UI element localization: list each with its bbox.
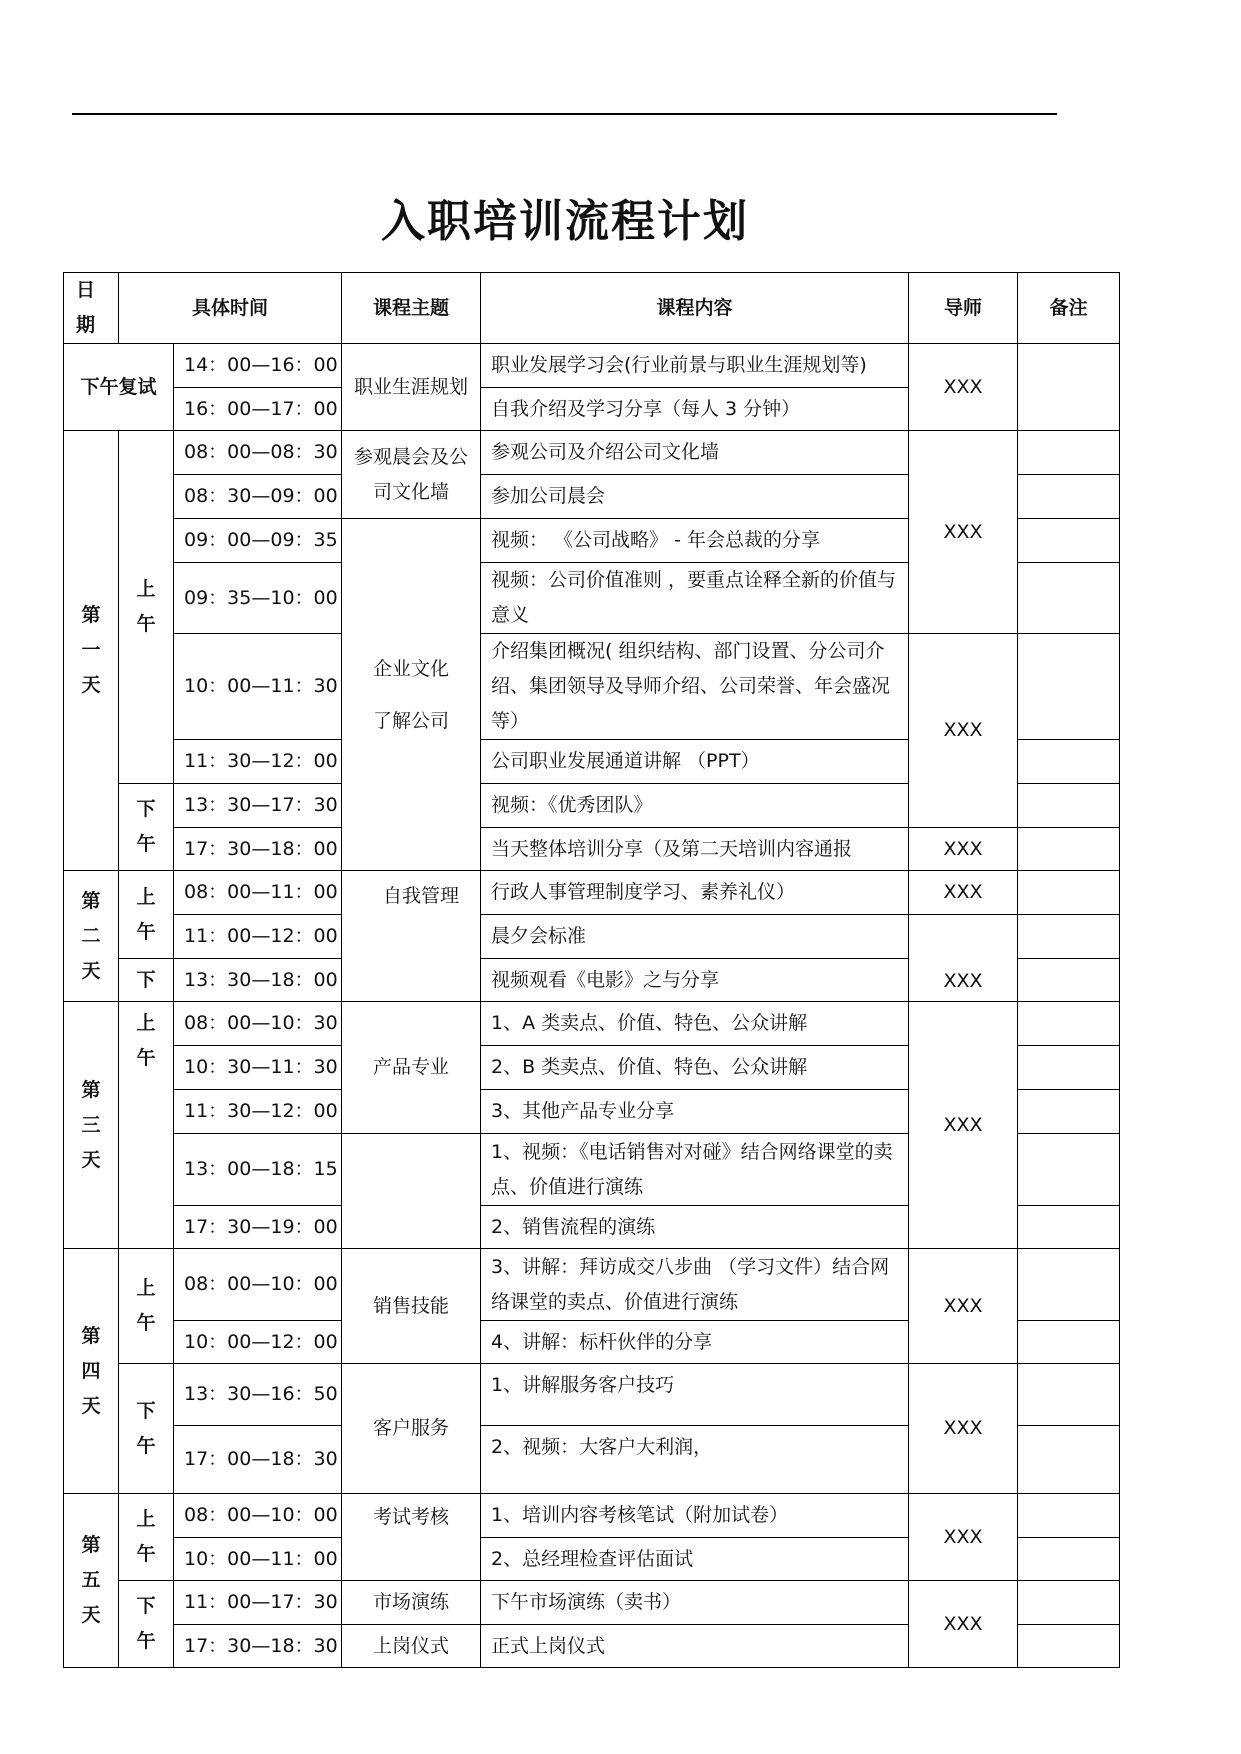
time-cell: 09：00—09：35 bbox=[174, 519, 342, 563]
time-cell: 17：30—18：00 bbox=[174, 828, 342, 871]
time-cell: 11：30—12：00 bbox=[174, 740, 342, 784]
topic-cell: 产品专业 bbox=[342, 1002, 481, 1134]
content-cell: 1、培训内容考核笔试（附加试卷） bbox=[481, 1494, 909, 1538]
document-title: 入职培训流程计划 bbox=[381, 196, 749, 247]
time-cell: 11：00—12：00 bbox=[174, 915, 342, 959]
time-cell: 10：30—11：30 bbox=[174, 1046, 342, 1090]
topic-cell: 市场演练 bbox=[342, 1581, 481, 1625]
time-cell: 10：00—11：00 bbox=[174, 1538, 342, 1581]
note-cell bbox=[1018, 1206, 1120, 1249]
time-cell: 13：30—18：00 bbox=[174, 959, 342, 1002]
note-cell bbox=[1018, 344, 1120, 431]
note-cell bbox=[1018, 1538, 1120, 1581]
afternoon-label: 下 午 bbox=[119, 1581, 174, 1668]
content-cell: 2、视频：大客户大利润， bbox=[481, 1426, 909, 1494]
note-cell bbox=[1018, 475, 1120, 519]
review-label: 下午复试 bbox=[64, 344, 174, 431]
header-row bbox=[64, 273, 1120, 344]
afternoon-label: 下 bbox=[119, 959, 174, 1002]
time-cell: 08：00—08：30 bbox=[174, 431, 342, 475]
mentor-cell: XXX bbox=[909, 431, 1018, 634]
topic-cell bbox=[342, 1134, 481, 1249]
time-cell: 08：00—10：00 bbox=[174, 1249, 342, 1321]
header-time: 具体时间 bbox=[119, 273, 342, 344]
header-content: 课程内容 bbox=[481, 273, 909, 344]
table-row bbox=[64, 1494, 1120, 1538]
note-cell bbox=[1018, 828, 1120, 871]
day-label: 第 二 天 bbox=[64, 871, 119, 1002]
note-cell bbox=[1018, 915, 1120, 959]
morning-label: 上 午 bbox=[119, 871, 174, 959]
time-cell: 13：30—17：30 bbox=[174, 784, 342, 828]
content-cell: 4、讲解：标杆伙伴的分享 bbox=[481, 1321, 909, 1364]
table-row bbox=[64, 431, 1120, 475]
table-row bbox=[64, 344, 1120, 388]
content-cell: 公司职业发展通道讲解 （PPT） bbox=[481, 740, 909, 784]
note-cell bbox=[1018, 1134, 1120, 1206]
content-cell: 职业发展学习会(行业前景与职业生涯规划等) bbox=[481, 344, 909, 388]
time-cell: 11：00—17：30 bbox=[174, 1581, 342, 1625]
time-cell: 17：00—18：30 bbox=[174, 1426, 342, 1494]
afternoon-label: 下 午 bbox=[119, 1364, 174, 1494]
topic-cell: 考试考核 bbox=[342, 1494, 481, 1581]
training-schedule-table bbox=[63, 272, 1120, 1668]
content-cell: 2、总经理检查评估面试 bbox=[481, 1538, 909, 1581]
header-mentor: 导师 bbox=[909, 273, 1018, 344]
note-cell bbox=[1018, 519, 1120, 563]
content-cell: 3、其他产品专业分享 bbox=[481, 1090, 909, 1134]
table-row bbox=[64, 915, 1120, 959]
note-cell bbox=[1018, 784, 1120, 828]
content-cell: 视频观看《电影》之与分享 bbox=[481, 959, 909, 1002]
time-cell: 17：30—19：00 bbox=[174, 1206, 342, 1249]
morning-label: 上 午 bbox=[119, 1002, 174, 1249]
time-cell: 08：00—10：30 bbox=[174, 1002, 342, 1046]
content-cell: 下午市场演练（卖书） bbox=[481, 1581, 909, 1625]
mentor-cell: XXX bbox=[909, 634, 1018, 828]
afternoon-label: 下 午 bbox=[119, 784, 174, 871]
topic-cell: 上岗仪式 bbox=[342, 1625, 481, 1668]
table-row bbox=[64, 828, 1120, 871]
content-cell: 视频： 《公司战略》 - 年会总裁的分享 bbox=[481, 519, 909, 563]
header-rule bbox=[72, 113, 1057, 115]
day-label: 第 五 天 bbox=[64, 1494, 119, 1668]
morning-label: 上 午 bbox=[119, 1249, 174, 1364]
content-cell: 参加公司晨会 bbox=[481, 475, 909, 519]
mentor-cell: XXX bbox=[909, 828, 1018, 871]
time-cell: 09：35—10：00 bbox=[174, 563, 342, 634]
note-cell bbox=[1018, 1090, 1120, 1134]
table-row bbox=[64, 1581, 1120, 1625]
note-cell bbox=[1018, 1249, 1120, 1321]
content-cell: 视频：《优秀团队》 bbox=[481, 784, 909, 828]
morning-label: 上 午 bbox=[119, 1494, 174, 1581]
header-note: 备注 bbox=[1018, 273, 1120, 344]
time-cell: 17：30—18：30 bbox=[174, 1625, 342, 1668]
time-cell: 08：30—09：00 bbox=[174, 475, 342, 519]
note-cell bbox=[1018, 563, 1120, 634]
content-cell: 视频：公司价值准则 ，要重点诠释全新的价值与意义 bbox=[481, 563, 909, 634]
morning-label: 上 午 bbox=[119, 431, 174, 784]
time-cell: 08：00—11：00 bbox=[174, 871, 342, 915]
time-cell: 13：30—16：50 bbox=[174, 1364, 342, 1426]
time-cell: 08：00—10：00 bbox=[174, 1494, 342, 1538]
mentor-cell: XXX bbox=[909, 915, 1018, 1002]
topic-cell: 客户服务 bbox=[342, 1364, 481, 1494]
mentor-cell: XXX bbox=[909, 1581, 1018, 1668]
note-cell bbox=[1018, 1046, 1120, 1090]
table-row bbox=[64, 634, 1120, 740]
table-row bbox=[64, 871, 1120, 915]
topic-cell: 销售技能 bbox=[342, 1249, 481, 1364]
note-cell bbox=[1018, 959, 1120, 1002]
topic-cell: 企业文化 了解公司 bbox=[342, 519, 481, 871]
note-cell bbox=[1018, 871, 1120, 915]
time-cell: 13：00—18：15 bbox=[174, 1134, 342, 1206]
table-row bbox=[64, 1249, 1120, 1321]
time-cell: 14：00—16：00 bbox=[174, 344, 342, 388]
note-cell bbox=[1018, 1494, 1120, 1538]
mentor-cell: XXX bbox=[909, 1249, 1018, 1364]
mentor-cell: XXX bbox=[909, 1364, 1018, 1494]
topic-cell: 自我管理 bbox=[342, 871, 481, 1002]
note-cell bbox=[1018, 1364, 1120, 1426]
note-cell bbox=[1018, 1321, 1120, 1364]
content-cell: 1、视频：《电话销售对对碰》结合网络课堂的卖点、价值进行演练 bbox=[481, 1134, 909, 1206]
note-cell bbox=[1018, 634, 1120, 740]
content-cell: 晨夕会标准 bbox=[481, 915, 909, 959]
content-cell: 2、B 类卖点、价值、特色、公众讲解 bbox=[481, 1046, 909, 1090]
note-cell bbox=[1018, 740, 1120, 784]
time-cell: 10：00—11：30 bbox=[174, 634, 342, 740]
content-cell: 1、讲解服务客户技巧 bbox=[481, 1364, 909, 1426]
note-cell bbox=[1018, 431, 1120, 475]
mentor-cell: XXX bbox=[909, 1002, 1018, 1249]
content-cell: 当天整体培训分享（及第二天培训内容通报 bbox=[481, 828, 909, 871]
mentor-cell: XXX bbox=[909, 344, 1018, 431]
table-row bbox=[64, 1364, 1120, 1426]
header-topic: 课程主题 bbox=[342, 273, 481, 344]
content-cell: 参观公司及介绍公司文化墙 bbox=[481, 431, 909, 475]
topic-cell: 职业生涯规划 bbox=[342, 344, 481, 431]
content-cell: 3、讲解：拜访成交八步曲 （学习文件）结合网络课堂的卖点、价值进行演练 bbox=[481, 1249, 909, 1321]
time-cell: 10：00—12：00 bbox=[174, 1321, 342, 1364]
mentor-cell: XXX bbox=[909, 1494, 1018, 1581]
table-row bbox=[64, 1002, 1120, 1046]
content-cell: 自我介绍及学习分享（每人 3 分钟） bbox=[481, 388, 909, 431]
day-label: 第 三 天 bbox=[64, 1002, 119, 1249]
header-date: 日期 bbox=[64, 273, 119, 344]
content-cell: 正式上岗仪式 bbox=[481, 1625, 909, 1668]
note-cell bbox=[1018, 1581, 1120, 1625]
content-cell: 2、销售流程的演练 bbox=[481, 1206, 909, 1249]
time-cell: 11：30—12：00 bbox=[174, 1090, 342, 1134]
note-cell bbox=[1018, 1625, 1120, 1668]
day-label: 第 四 天 bbox=[64, 1249, 119, 1494]
day-label: 第 一 天 bbox=[64, 431, 119, 871]
note-cell bbox=[1018, 1002, 1120, 1046]
note-cell bbox=[1018, 1426, 1120, 1494]
content-cell: 行政人事管理制度学习、素养礼仪） bbox=[481, 871, 909, 915]
content-cell: 1、A 类卖点、价值、特色、公众讲解 bbox=[481, 1002, 909, 1046]
mentor-cell: XXX bbox=[909, 871, 1018, 915]
time-cell: 16：00—17：00 bbox=[174, 388, 342, 431]
topic-cell: 参观晨会及公司文化墙 bbox=[342, 431, 481, 519]
content-cell: 介绍集团概况( 组织结构、部门设置、分公司介绍、集团领导及导师介绍、公司荣誉、年会盛况等） bbox=[481, 634, 909, 740]
